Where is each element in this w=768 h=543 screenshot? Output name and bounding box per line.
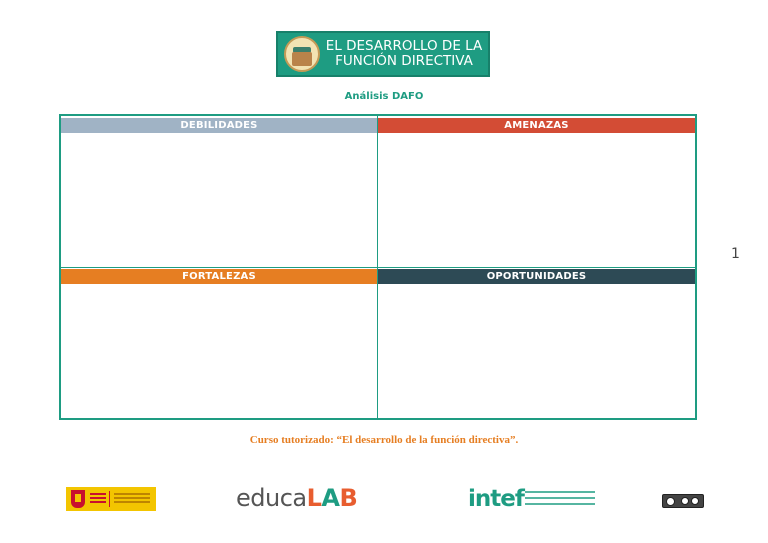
coat-of-arms-icon	[71, 490, 85, 508]
course-caption: Curso tutorizado: “El desarrollo de la función directiva”.	[249, 434, 519, 446]
amenazas-area[interactable]	[378, 133, 695, 268]
debilidades-area[interactable]	[61, 133, 377, 268]
oportunidades-header: OPORTUNIDADES	[378, 269, 695, 284]
page-number: 1	[731, 246, 740, 262]
banner-title-line-1: EL DESARROLLO DE LA	[325, 38, 483, 54]
fortalezas-area[interactable]	[61, 284, 377, 418]
banner-title	[320, 39, 488, 69]
oportunidades-area[interactable]	[378, 284, 695, 418]
dafo-grid	[59, 114, 697, 420]
debilidades-header: DEBILIDADES	[61, 118, 377, 133]
fortalezas-header: FORTALEZAS	[61, 269, 377, 284]
amenazas-header: AMENAZAS	[378, 118, 695, 133]
educalab-logo: educaLAB	[236, 484, 358, 512]
course-banner	[276, 31, 490, 77]
intef-logo: intef	[468, 486, 524, 512]
creative-commons-license-icon	[662, 494, 704, 508]
grid-divider-vertical	[377, 116, 378, 418]
banner-title-line-2: FUNCIÓN DIRECTIVA	[335, 53, 473, 69]
gobierno-espana-logo	[66, 487, 156, 511]
intef-logo-text	[525, 491, 595, 509]
page-subtitle: Análisis DAFO	[344, 91, 424, 102]
grid-divider-horizontal	[61, 267, 695, 268]
toolbox-logo-icon	[284, 36, 320, 72]
